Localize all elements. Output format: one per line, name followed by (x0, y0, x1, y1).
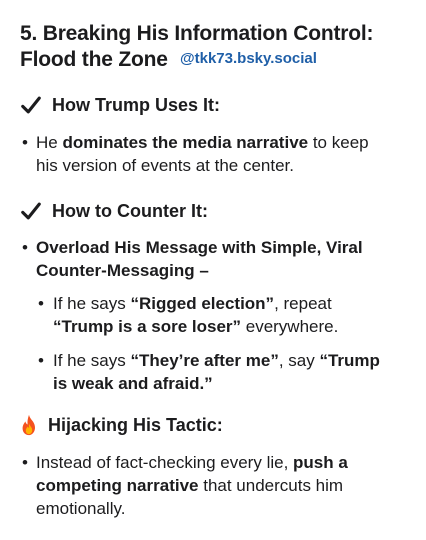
sub-bullet-dot: • (38, 351, 44, 370)
bullet-dot: • (22, 133, 28, 152)
section-heading: How Trump Uses It: (52, 95, 221, 115)
bullet-text-line-1: Instead of fact-checking every lie, push a (36, 453, 348, 472)
bullet-dot: • (22, 238, 28, 257)
section-heading: How to Counter It: (52, 201, 208, 221)
bullet-text-line-2: competing narrative that undercuts him (36, 476, 344, 495)
bullet-text-line-1: Overload His Message with Simple, Viral (36, 238, 363, 257)
section-heading: Hijacking His Tactic: (48, 415, 223, 435)
sub-bullet-text-line-2: “Trump is a sore loser” everywhere. (53, 317, 339, 336)
check-mark-icon (20, 200, 42, 222)
bullet-dot: • (22, 453, 28, 472)
author-handle: @tkk73.bsky.social (180, 50, 317, 67)
bullet-text-line-3: emotionally. (36, 499, 126, 518)
section-how-to-counter-it (20, 199, 208, 223)
bullet-text-line-2: his version of events at the center. (36, 156, 294, 175)
fire-icon (20, 414, 38, 436)
section-how-trump-uses-it (20, 93, 220, 117)
bullet-text-line-2: Counter-Messaging – (36, 261, 209, 280)
sub-bullet-text-line-2: is weak and afraid.” (53, 374, 213, 393)
sub-bullet-text-line-1: If he says “Rigged election”, repeat (53, 294, 332, 313)
page-title-line-1: 5. Breaking His Information Control: (20, 22, 374, 45)
page-title-line-2: Flood the Zone (20, 48, 168, 71)
section-hijacking-his-tactic (20, 413, 223, 437)
check-mark-icon (20, 94, 42, 116)
bullet-text-line-1: He dominates the media narrative to keep (36, 133, 369, 152)
sub-bullet-text-line-1: If he says “They’re after me”, say “Trump (53, 351, 380, 370)
sub-bullet-dot: • (38, 294, 44, 313)
